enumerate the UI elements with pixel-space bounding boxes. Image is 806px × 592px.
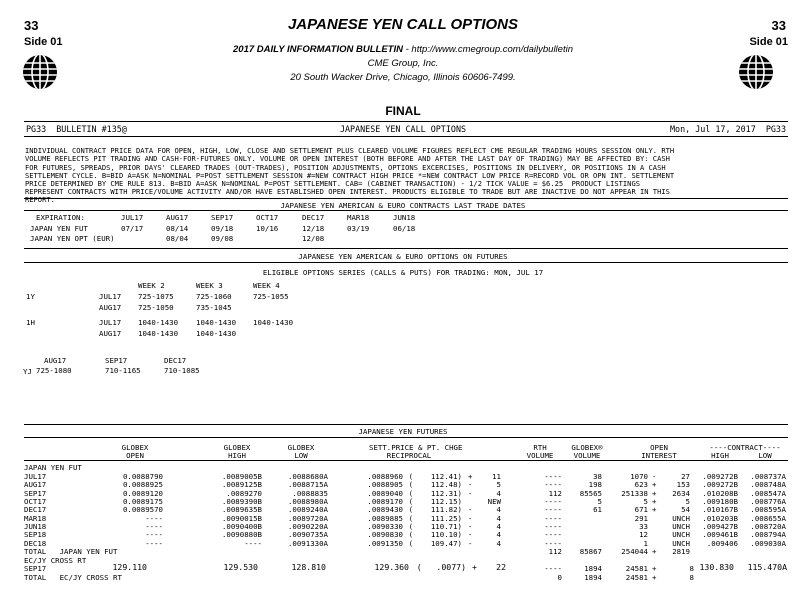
- change-sign: -: [468, 488, 473, 498]
- yj-strike-range: 710-1165: [105, 366, 141, 375]
- change-sign: -: [468, 522, 473, 532]
- col-header-globex-vol: GLOBEX®: [571, 443, 603, 452]
- option-series-code: YJ: [23, 367, 32, 376]
- point-change: 4: [496, 522, 501, 532]
- oi-change: UNCH: [672, 513, 690, 523]
- globex-open: 0.0089175: [122, 497, 163, 507]
- eligible-series-title: ELIGIBLE OPTIONS SERIES (CALLS & PUTS) FOR TRADING: MON, JUL 17: [262, 268, 544, 277]
- point-change: 4: [496, 538, 501, 548]
- week-header: WEEK 4: [253, 281, 280, 290]
- futures-total-label: TOTAL JAPAN YEN FUT: [24, 547, 118, 557]
- contract-high: .010167B: [702, 505, 738, 515]
- settlement-price: .0090330: [367, 522, 403, 532]
- cross-total-label: TOTAL EC/JY CROSS RT: [24, 573, 122, 582]
- contract-low: .008720A: [750, 522, 786, 532]
- contract-low: .009030A: [750, 538, 786, 548]
- rth-volume: ----: [544, 480, 562, 490]
- rth-volume: ----: [544, 513, 562, 523]
- globex-low: .0088680A: [287, 472, 328, 481]
- cross-oi-change: 8: [689, 564, 694, 573]
- col-header-contract-low: LOW: [758, 451, 772, 460]
- last-trade-date: 12/08: [302, 234, 325, 243]
- open-interest: 671: [634, 505, 648, 515]
- reciprocal: ( 112.31): [408, 488, 462, 498]
- futures-row-month: DEC17: [24, 505, 47, 515]
- globex-low: .0089720A: [287, 513, 328, 523]
- oi-change: 153: [676, 480, 690, 490]
- reciprocal: ( 112.48): [408, 480, 462, 490]
- open-interest: 5: [643, 497, 648, 507]
- last-trade-date: 08/04: [166, 234, 189, 243]
- bulletin-center-title: JAPANESE YEN CALL OPTIONS: [339, 124, 467, 134]
- option-month: AUG17: [99, 303, 122, 312]
- globex-low: .0088715A: [287, 480, 328, 490]
- cross-change-sign: +: [472, 562, 477, 572]
- side-label-left: Side 01: [24, 36, 63, 48]
- cross-rth-volume: ----: [544, 564, 562, 573]
- globex-low: .0090735A: [287, 530, 328, 540]
- cross-globex-open: 129.110: [112, 562, 147, 572]
- point-change: 4: [496, 505, 501, 515]
- globex-open: ----: [145, 513, 163, 523]
- oi-change: 5: [685, 497, 690, 507]
- futures-group-label: JAPAN YEN FUT: [24, 463, 82, 472]
- bulletin-subtitle: [0, 44, 806, 55]
- col-header-open-interest: INTEREST: [641, 451, 677, 460]
- futures-row-month: MAR18: [24, 513, 47, 523]
- last-trade-date: 10/16: [256, 223, 279, 233]
- point-change: NEW: [487, 497, 501, 507]
- contract-low: .008595A: [750, 505, 786, 515]
- total-oi-change: 2819: [672, 547, 690, 557]
- futures-title: JAPANESE YEN FUTURES: [358, 427, 448, 436]
- contract-high: .010203B: [702, 513, 738, 523]
- strike-range: 1040-1430: [138, 329, 179, 338]
- option-series-code: 1H: [26, 318, 35, 327]
- globex-volume: 38: [593, 472, 602, 481]
- settlement-price: .0089170: [367, 497, 403, 507]
- last-trade-date: 08/14: [166, 223, 189, 233]
- change-sign: -: [468, 530, 473, 540]
- contract-high: .009461B: [702, 530, 738, 540]
- globex-low: .0088980A: [287, 497, 328, 507]
- month-header: DEC17: [302, 213, 325, 222]
- cross-total-oi-change: 8: [689, 573, 694, 582]
- cross-total-rth: 0: [557, 573, 562, 582]
- col-header-globex-high: GLOBEX: [223, 443, 251, 452]
- rth-volume: ----: [544, 505, 562, 515]
- oi-change-sign: +: [652, 505, 657, 515]
- col-header-contract: ----CONTRACT----: [709, 443, 781, 452]
- contract-low: .008547A: [750, 488, 786, 498]
- globex-volume: 198: [588, 480, 602, 490]
- cross-oi-sign: +: [652, 564, 657, 573]
- option-month: JUL17: [99, 292, 122, 301]
- globex-open: ----: [145, 538, 163, 548]
- last-trade-date: 03/19: [347, 223, 370, 233]
- company-name: CME Group, Inc.: [367, 58, 439, 69]
- oi-change-sign: +: [652, 497, 657, 507]
- point-change: 5: [496, 480, 501, 490]
- futures-row-month: DEC18: [24, 538, 47, 548]
- contract-high: .009180B: [702, 497, 738, 507]
- contract-high: .009406: [706, 538, 738, 548]
- globex-high: .0090880B: [221, 530, 262, 540]
- bulletin-subtitle-bold: 2017 DAILY INFORMATION BULLETIN: [233, 44, 403, 55]
- contract-low: .008748A: [750, 480, 786, 490]
- reciprocal: ( 111.25): [408, 513, 462, 523]
- report-status: FINAL: [385, 104, 421, 118]
- col-header-open-interest: OPEN: [650, 443, 668, 452]
- bulletin-id: PG33 BULLETIN #135@: [26, 124, 127, 134]
- yj-month: AUG17: [44, 356, 67, 365]
- rth-volume: ----: [544, 522, 562, 532]
- settlement-price: .0088905: [367, 480, 403, 490]
- page-title: JAPANESE YEN CALL OPTIONS: [287, 16, 519, 33]
- change-sign: +: [468, 472, 473, 481]
- globex-open: 0.0088925: [122, 480, 163, 490]
- week-header: WEEK 2: [138, 281, 165, 290]
- change-sign: -: [468, 538, 473, 548]
- rth-volume: 112: [548, 488, 562, 498]
- strike-range: 725-1050: [138, 303, 174, 312]
- page-number-right: 33: [771, 18, 786, 33]
- month-header: JUL17: [121, 213, 144, 222]
- reciprocal: ( 110.71): [408, 522, 462, 532]
- company-address: 20 South Wacker Drive, Chicago, Illinois 60606-7499.: [290, 72, 516, 83]
- futures-row-month: SEP18: [24, 530, 47, 540]
- globex-high: .0089635B: [221, 505, 262, 515]
- col-header-sett: SETT.PRICE & PT. CHGE: [369, 443, 463, 452]
- globex-high: ----: [244, 538, 262, 548]
- globex-open: ----: [145, 530, 163, 540]
- settlement-price: .0090830: [367, 530, 403, 540]
- futures-row-month: JUL17: [24, 472, 47, 481]
- option-month: AUG17: [99, 329, 122, 338]
- col-header-globex-open: OPEN: [126, 451, 144, 460]
- globex-open: ----: [145, 522, 163, 532]
- col-header-globex-low: LOW: [294, 451, 308, 460]
- last-trade-date: 09/18: [211, 223, 234, 233]
- total-oi-sign: +: [652, 547, 657, 557]
- strike-range: 1040-1430: [196, 318, 237, 327]
- contract-low: .008794A: [750, 530, 786, 540]
- yj-strike-range: 710-1085: [164, 366, 200, 375]
- oi-change: 27: [681, 472, 690, 481]
- strike-range: 725-1060: [196, 292, 232, 301]
- open-interest: 251338: [621, 488, 648, 498]
- col-header-globex-low: GLOBEX: [287, 443, 315, 452]
- contract-high: .009427B: [702, 522, 738, 532]
- change-sign: -: [468, 480, 473, 490]
- last-trade-title: JAPANESE YEN AMERICAN & EURO CONTRACTS LAST TRADE DATES: [280, 201, 526, 210]
- strike-range: 725-1055: [253, 292, 289, 301]
- strike-range: 725-1075: [138, 292, 174, 301]
- page-number-left: 33: [24, 18, 39, 33]
- cross-reciprocal: ( .0077): [416, 562, 466, 572]
- col-header-globex-open: GLOBEX: [121, 443, 149, 452]
- bulletin-url: - http://www.cmegroup.com/dailybulletin: [402, 44, 573, 55]
- open-interest: 33: [639, 522, 648, 532]
- cross-total-globex: 1894: [584, 573, 602, 582]
- month-header: SEP17: [211, 213, 234, 222]
- open-interest: 1: [643, 538, 648, 548]
- oi-change: UNCH: [672, 530, 690, 540]
- point-change: 11: [492, 472, 501, 481]
- col-header-contract-high: HIGH: [711, 451, 729, 460]
- contract-low: .008737A: [750, 472, 786, 481]
- settlement-price: .0089430: [367, 505, 403, 515]
- globex-high: .0089005B: [221, 472, 262, 481]
- yj-strike-range: 725-1080: [36, 366, 72, 375]
- reciprocal: ( 112.15): [408, 497, 462, 507]
- strike-range: 735-1045: [196, 303, 232, 312]
- month-header: OCT17: [256, 213, 279, 222]
- settlement-price: .0091350: [367, 538, 403, 548]
- open-interest: 12: [639, 530, 648, 540]
- rth-volume: ----: [544, 472, 562, 481]
- strike-range: 1040-1430: [196, 329, 237, 338]
- point-change: 4: [496, 513, 501, 523]
- total-open-interest: 254044: [621, 547, 648, 557]
- futures-row-month: AUG17: [24, 480, 47, 490]
- yj-month: SEP17: [105, 356, 128, 365]
- rth-volume: ----: [544, 530, 562, 540]
- reciprocal: ( 112.41): [408, 472, 462, 481]
- point-change: 4: [496, 530, 501, 540]
- bulletin-date: Mon, Jul 17, 2017 PG33: [670, 124, 786, 134]
- globex-high: .0089270: [226, 488, 262, 498]
- total-globex-volume: 85867: [579, 547, 602, 557]
- settlement-price: .0089040: [367, 488, 403, 498]
- cross-globex-high: 129.530: [223, 562, 258, 572]
- cross-total-oi: 24581: [625, 573, 648, 582]
- last-trade-date: 12/18: [302, 223, 325, 233]
- col-header-rth-vol: RTH: [533, 443, 547, 452]
- globex-low: .0091330A: [287, 538, 328, 548]
- open-interest: 291: [634, 513, 648, 523]
- globex-open: 0.0089570: [122, 505, 163, 515]
- futures-row-month: SEP17: [24, 488, 47, 498]
- rth-volume: ----: [544, 497, 562, 507]
- col-header-rth-vol: VOLUME: [526, 451, 554, 460]
- col-header-globex-vol: VOLUME: [573, 451, 601, 460]
- contract-high: .010208B: [702, 488, 738, 498]
- contract-high: .009272B: [702, 480, 738, 490]
- cross-point-change: 22: [496, 562, 506, 572]
- settlement-price: .0088960: [367, 472, 403, 481]
- globex-open: 0.0088790: [122, 472, 163, 481]
- point-change: 4: [496, 488, 501, 498]
- total-rth-volume: 112: [548, 547, 562, 557]
- globex-high: .0089125B: [221, 480, 262, 490]
- oi-change-sign: +: [652, 488, 657, 498]
- side-label-right: Side 01: [749, 36, 788, 48]
- rth-volume: ----: [544, 538, 562, 548]
- oi-change: UNCH: [672, 538, 690, 548]
- globex-high: .0089390B: [221, 497, 262, 507]
- oi-change: UNCH: [672, 522, 690, 532]
- globex-volume: 61: [593, 505, 602, 515]
- strike-range: 1040-1430: [138, 318, 179, 327]
- cross-row-month: SEP17: [24, 564, 47, 573]
- option-series-code: 1Y: [26, 292, 35, 301]
- cross-contract-high: 130.830: [699, 562, 734, 572]
- disclaimer-text: INDIVIDUAL CONTRACT PRICE DATA FOR OPEN, HIGH, LOW, CLOSE AND SETTLEMENT PLUS CLEARED VOLUME FIGURES REFLECT CME REGULAR TRADING HOURS SESSION ONLY. RTH VOLUME REFLECTS PIT TRADING AND CASH-FOR-FUTURES ONLY. VOLUME OR OPEN INTEREST (BOTH BEFORE AND AFTER THE LAST DAY OF TRADING) MAY BE AFFECTED BY: CASH FOR FUTURES, SPREADS, PRIOR DAYS' CLEARED TRADES (OUT-TRADES), POSITION ADJUSTMENTS, OPTIONS EXCERCISES, POSITIONS IN DELIVERY, OR POSITIONS IN A CASH SETTLEMENT CYCLE. B=BID A=ASK N=NOMINAL P=POST SETTLEMENT SESSION #=NEW CONTRACT HIGH PRICE *=NEW CONTRACT LOW PRICE R=RECORD VOL OR OPN INT. SETTLEMENT PRICE DETERMINED BY CME RULE 813. B=BID A=ASK N=NOMINAL P=POST SETTLEMENT. CAB= (CABINET TRANSACTION) - 1/2 TICK VALUE = $6.25 PRODUCT LISTINGS REPRESENT CONTRACTS WITH PRICE/VOLUME ACTIVITY AND/OR HAVE ESTABLISHED OPEN INTEREST. PRODUCTS ELIGIBLE TO TRADE BUT ARE INACTIVE DO NOT APPEAR IN THIS REPORT.: [25, 146, 675, 205]
- contract-high: .009272B: [702, 472, 738, 481]
- globex-open: 0.0089120: [122, 488, 163, 498]
- week-header: WEEK 3: [196, 281, 223, 290]
- yj-month: DEC17: [164, 356, 187, 365]
- change-sign: -: [468, 513, 473, 523]
- globex-high: .0090400B: [221, 522, 262, 532]
- futures-row-month: JUN18: [24, 522, 47, 532]
- cross-open-interest: 24581: [625, 564, 648, 573]
- cross-contract-low: 115.470A: [747, 562, 787, 572]
- oi-change: 54: [681, 505, 690, 515]
- futures-row-month: OCT17: [24, 497, 47, 507]
- globex-low: .0090220A: [287, 522, 328, 532]
- cross-globex-volume: 1894: [584, 564, 602, 573]
- contract-low: .008655A: [750, 513, 786, 523]
- oi-change-sign: -: [652, 472, 657, 481]
- cross-total-oi-sign: +: [652, 573, 657, 582]
- reciprocal: ( 111.82): [408, 505, 462, 515]
- contract-low: .008776A: [750, 497, 786, 507]
- last-trade-date: 09/08: [211, 234, 234, 243]
- globex-volume: 5: [597, 497, 602, 507]
- last-trade-row-label: EXPIRATION:: [36, 213, 85, 222]
- month-header: JUN18: [393, 213, 416, 222]
- cross-settlement: 129.360: [374, 562, 409, 572]
- last-trade-date: 06/18: [393, 223, 416, 233]
- oi-change-sign: +: [652, 480, 657, 490]
- oi-change: 2634: [672, 488, 690, 498]
- open-interest: 1070: [630, 472, 648, 481]
- globex-low: .0088835: [292, 488, 328, 498]
- options-futures-title: JAPANESE YEN AMERICAN & EURO OPTIONS ON FUTURES: [298, 252, 508, 261]
- reciprocal: ( 110.10): [408, 530, 462, 540]
- month-header: AUG17: [166, 213, 189, 222]
- reciprocal: ( 109.47): [408, 538, 462, 548]
- cross-group-label: EC/JY CROSS RT: [24, 556, 87, 565]
- settlement-price: .0089885: [367, 513, 403, 523]
- col-header-globex-high: HIGH: [228, 451, 246, 460]
- globex-high: .0090015B: [221, 513, 262, 523]
- month-header: MAR18: [347, 213, 370, 222]
- open-interest: 623: [634, 480, 648, 490]
- col-header-sett: RECIPROCAL: [386, 451, 432, 460]
- globex-low: .0089240A: [287, 505, 328, 515]
- last-trade-row-label: JAPAN YEN FUT: [30, 223, 88, 233]
- globex-volume: 85565: [579, 488, 602, 498]
- last-trade-date: 07/17: [121, 223, 144, 233]
- strike-range: 1040-1430: [253, 318, 294, 327]
- change-sign: -: [468, 505, 473, 515]
- option-month: JUL17: [99, 318, 122, 327]
- last-trade-row-label: JAPAN YEN OPT (EUR): [30, 234, 115, 243]
- cross-globex-low: 128.810: [291, 562, 326, 572]
